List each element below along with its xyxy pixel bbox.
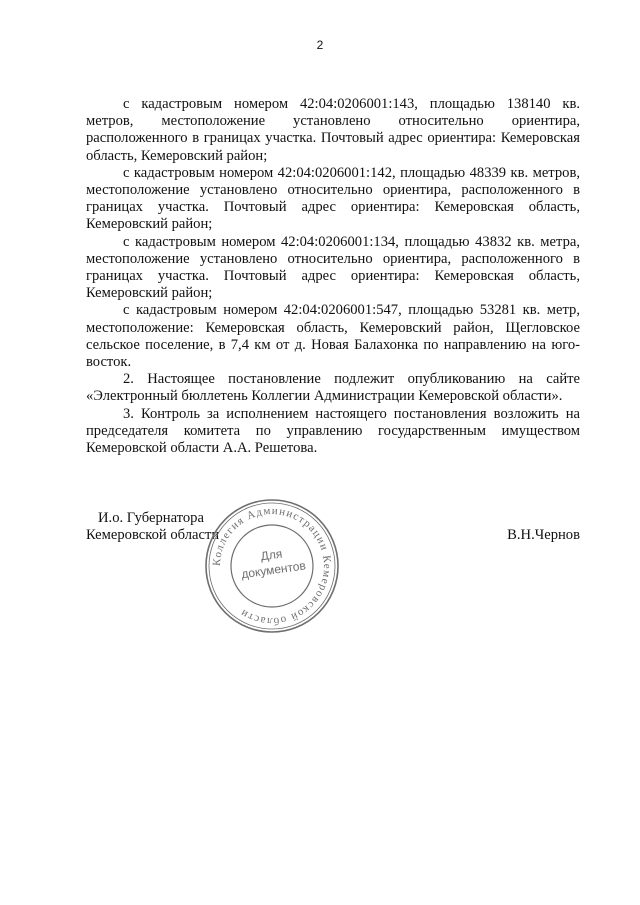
paragraph-cadastral-142: с кадастровым номером 42:04:0206001:142, площадью 48339 кв. метров, местоположение установлено относительно ориентира, расположенного в границах участка. Почтовый адрес ориентира: Кемеровская область, Кемеровский район;: [86, 164, 580, 233]
signatory-title: [86, 510, 219, 544]
page-number: 2: [316, 38, 324, 52]
seal-center-line2: документов: [240, 558, 307, 582]
paragraph-cadastral-134: с кадастровым номером 42:04:0206001:134, площадью 43832 кв. метра, местоположение установлено относительно ориентира, расположенного в границах участка. Почтовый адрес ориентира: Кемеровская область, Кемеровский район;: [86, 233, 580, 302]
paragraph-cadastral-143: с кадастровым номером 42:04:0206001:143, площадью 138140 кв. метров, местоположение установлено относительно ориентира, расположенного в границах участка. Почтовый адрес ориентира: Кемеровская область, Кемеровский район;: [86, 96, 580, 164]
seal-center-line1: Для: [259, 546, 284, 564]
paragraph-control: 3. Контроль за исполнением настоящего постановления возложить на председателя комитета по управлению государственным имуществом Кемеровской области А.А. Решетова.: [86, 405, 580, 457]
official-seal: [202, 496, 342, 636]
document-body: [86, 96, 580, 457]
signatory-title-line1: И.о. Губернатора: [98, 510, 204, 526]
signatory-name: В.Н.Чернов: [507, 527, 580, 543]
paragraph-cadastral-547: с кадастровым номером 42:04:0206001:547, площадью 53281 кв. метр, местоположение: Кемеровская область, Кемеровский район, Щегловское сельское поселение, в 7,4 км от д. Новая Балахонка по направлению на юго-восток.: [86, 302, 580, 371]
signatory-title-line2: Кемеровской области: [86, 527, 220, 544]
paragraph-publication: 2. Настоящее постановление подлежит опубликованию на сайте «Электронный бюллетень Коллегии Администрации Кемеровской области».: [86, 371, 580, 405]
seal-ring-text: Коллегия Администрации Кемеровской области: [210, 504, 334, 628]
